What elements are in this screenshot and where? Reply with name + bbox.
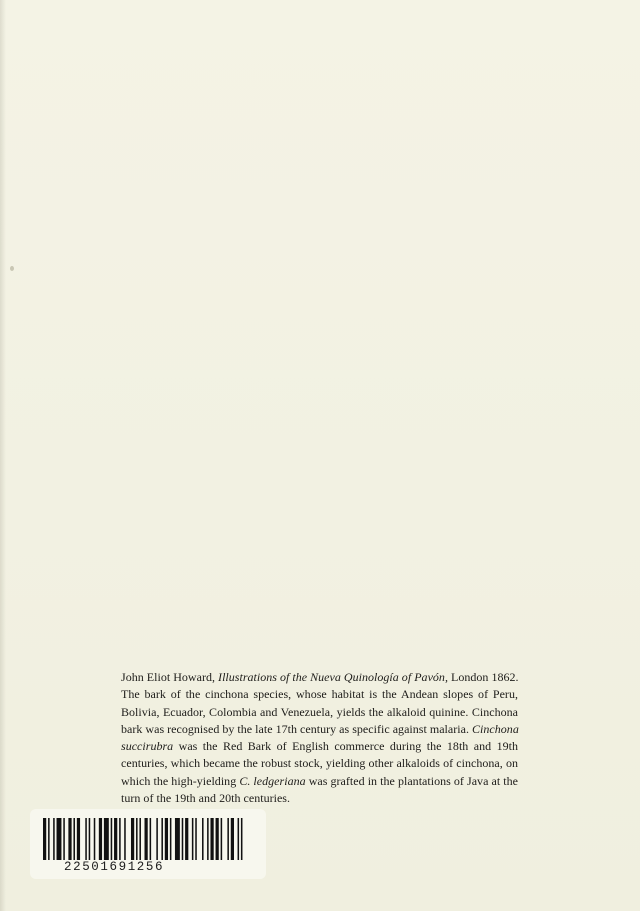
caption-line-1 (121, 669, 518, 686)
page-edge-shadow (0, 0, 6, 911)
barcode-number: 22501691256 (64, 860, 165, 874)
caption-book-title: Illustrations of the Nueva Quinología of Pavón, (218, 670, 448, 684)
caption-line-2: The bark of the cinchona species, whose habitat is the Andean slopes of Peru, (121, 687, 518, 702)
barcode-sticker (30, 809, 266, 879)
barcode-graphic (43, 818, 246, 863)
caption-genus-name: Cinchona (472, 721, 519, 736)
caption-line-8: turn of the 19th and 20th centuries. (121, 791, 291, 806)
caption-line-7 (121, 773, 518, 790)
caption-line-5-text: was the Red Bark of English commerce during the 18th and 19th (173, 739, 518, 754)
cover-caption (121, 669, 518, 807)
caption-line-6: centuries, which became the robust stock, yielding other alkaloids of cinchona, on (121, 756, 518, 771)
barcode-bars (43, 818, 246, 863)
caption-line-4-text: bark was recognised by the late 17th century as specific against malaria. (121, 721, 473, 736)
caption-line-4 (121, 721, 518, 738)
paper-speck (10, 266, 14, 271)
caption-line-5 (121, 738, 518, 755)
caption-line-3: Bolivia, Ecuador, Colombia and Venezuela, yields the alkaloid quinine. Cinchona (121, 704, 518, 719)
caption-line-7-text-a: which the high-yielding (121, 773, 240, 788)
caption-ledgeriana-name: C. ledgeriana (239, 773, 306, 788)
caption-line-7-text-c: was grafted in the plantations of Java at the (305, 773, 518, 788)
caption-species-name: succirubra (121, 739, 174, 754)
caption-place-date: London 1862. (447, 670, 519, 684)
caption-author: John Eliot Howard, (121, 670, 219, 684)
